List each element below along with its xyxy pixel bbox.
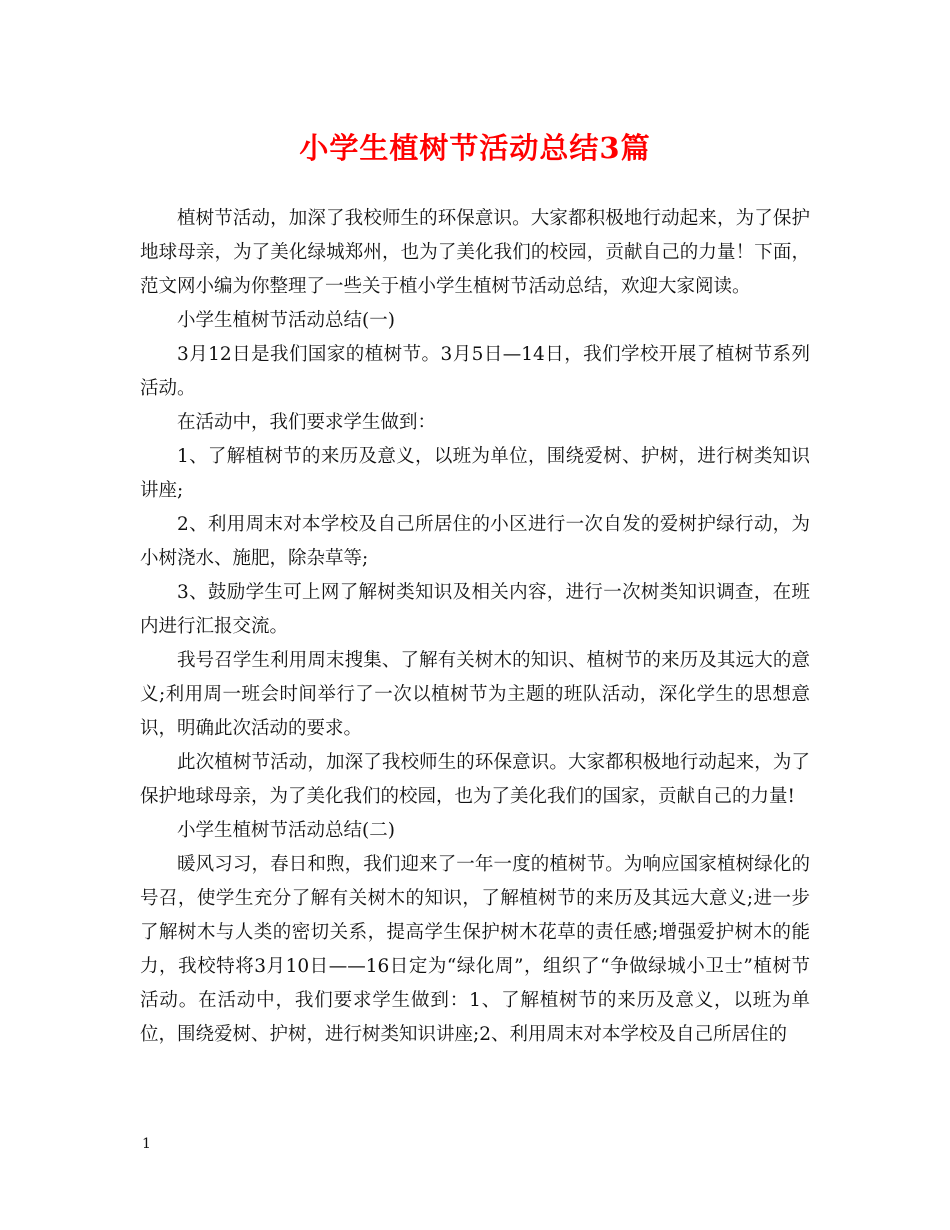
paragraph-date: 3月12日是我们国家的植树节。3月5日—14日，我们学校开展了植树节系列活动。 [140,344,810,399]
section-heading-two: 小学生植树节活动总结(二) [177,820,395,841]
list-item-three: 3、鼓励学生可上网了解树类知识及相关内容，进行一次树类知识调查，在班内进行汇报交流。 [140,582,810,637]
paragraph-intro: 植树节活动，加深了我校师生的环保意识。大家都积极地行动起来，为了保护地球母亲，为了美化绿城郑州，也为了美化我们的校园，贡献自己的力量！下面，范文网小编为你整理了一些关于植小学生植树节活动总结，欢迎大家阅读。 [140,208,810,297]
paragraph-section-two: 暖风习习，春日和煦，我们迎来了一年一度的植树节。为响应国家植树绿化的号召，使学生充分了解有关树木的知识，了解植树节的来历及其远大意义;进一步了解树木与人类的密切关系，提高学生保护树木花草的责任感;增强爱护树木的能力，我校特将3月10日——16日定为“绿化周”，组织了“争做绿城小卫士”植树节活动。在活动中，我们要求学生做到：1、了解植树节的来历及意义，以班为单位，围绕爱树、护树，进行树类知识讲座;2、利用周末对本学校及自己所居住的 [140,854,810,1045]
document-body [140,202,810,1052]
list-item-two: 2、利用周末对本学校及自己所居住的小区进行一次自发的爱树护绿行动，为小树浇水、施肥，除杂草等; [140,514,810,569]
paragraph-call-to-action: 我号召学生利用周末搜集、了解有关树木的知识、植树节的来历及其远大的意义;利用周一班会时间举行了一次以植树节为主题的班队活动，深化学生的思想意识，明确此次活动的要求。 [140,650,810,739]
section-heading-one: 小学生植树节活动总结(一) [177,310,395,331]
page-number: 1 [142,1136,151,1152]
paragraph-requirements-intro: 在活动中，我们要求学生做到： [177,412,437,433]
document-title: 小学生植树节活动总结3篇 [299,131,651,165]
list-item-one: 1、了解植树节的来历及意义，以班为单位，围绕爱树、护树，进行树类知识讲座; [140,446,810,501]
paragraph-conclusion: 此次植树节活动，加深了我校师生的环保意识。大家都积极地行动起来，为了保护地球母亲，为了美化我们的校园，也为了美化我们的国家，贡献自己的力量! [140,752,810,807]
